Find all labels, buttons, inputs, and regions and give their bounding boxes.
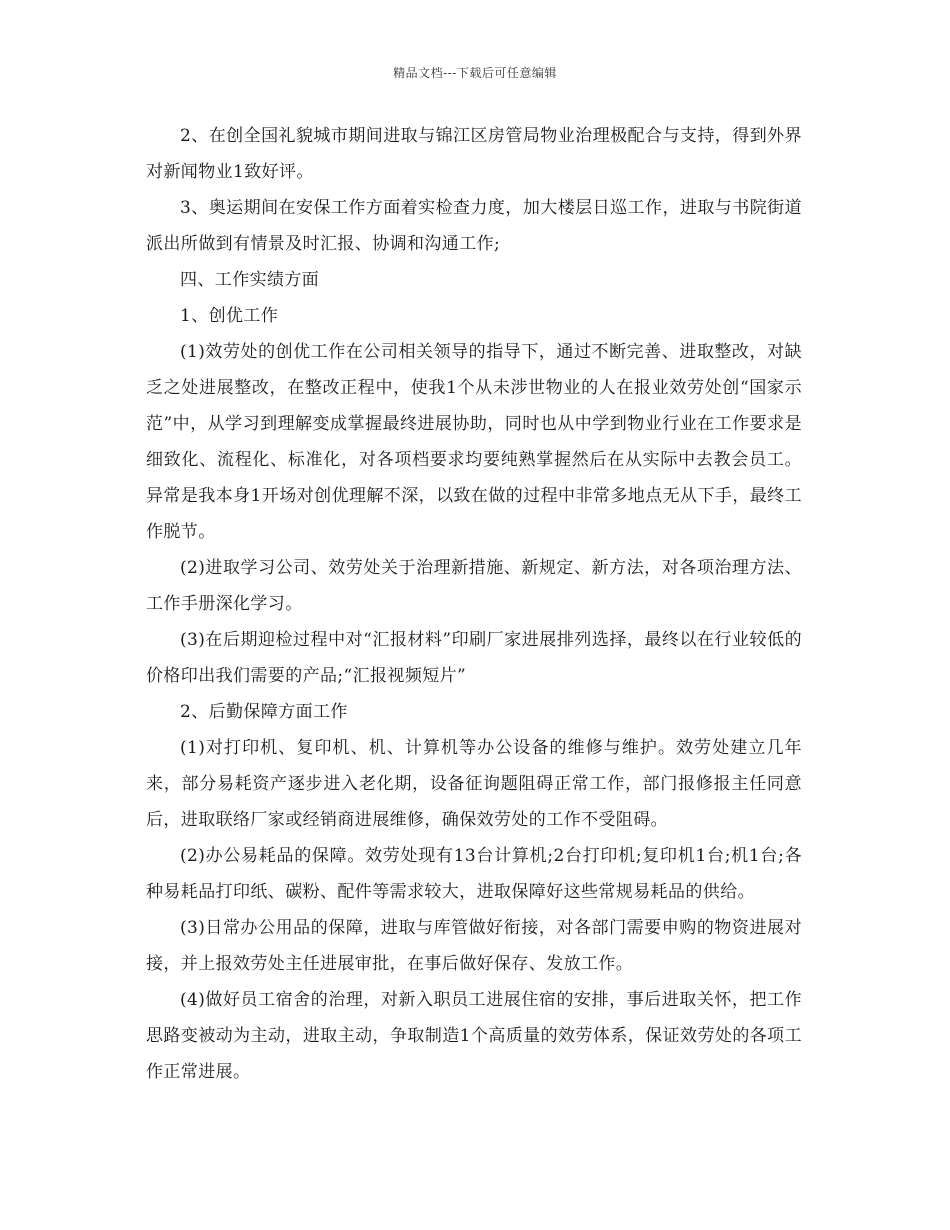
paragraph: (4)做好员工宿舍的治理，对新入职员工进展住宿的安排，事后进取关怀，把工作思路变被动为主动，进取主动，争取制造1个高质量的效劳体系，保证效劳处的各项工作正常进展。 [146, 990, 802, 1082]
section-heading: 四、工作实绩方面 [180, 270, 320, 290]
paragraph: (2)办公易耗品的保障。效劳处现有13台计算机;2台打印机;复印机1台;机1台;各种易耗品打印纸、碳粉、配件等需求较大，进取保障好这些常规易耗品的供给。 [146, 846, 802, 902]
paragraph: (3)在后期迎检过程中对“汇报材料”印刷厂家进展排列选择，最终以在行业较低的价格印出我们需要的产品;“汇报视频短片” [146, 630, 802, 686]
subsection-heading: 2、后勤保障方面工作 [180, 702, 348, 722]
paragraph: (2)进取学习公司、效劳处关于治理新措施、新规定、新方法，对各项治理方法、工作手册深化学习。 [146, 558, 802, 614]
paragraph: (3)日常办公用品的保障，进取与库管做好衔接，对各部门需要申购的物资进展对接，并上报效劳处主任进展审批，在事后做好保存、发放工作。 [146, 918, 802, 974]
subsection-heading: 1、创优工作 [180, 306, 279, 326]
paragraph: (1)对打印机、复印机、机、计算机等办公设备的维修与维护。效劳处建立几年来，部分易耗资产逐步进入老化期，设备征询题阻碍正常工作，部门报修报主任同意后，进取联络厂家或经销商进展维修，确保效劳处的工作不受阻碍。 [146, 738, 802, 830]
paragraph: 2、在创全国礼貌城市期间进取与锦江区房管局物业治理极配合与支持，得到外界对新闻物业1致好评。 [146, 126, 802, 182]
page-header: 精品文档---下载后可任意编辑 [393, 66, 557, 80]
paragraph: 3、奥运期间在安保工作方面着实检查力度，加大楼层日巡工作，进取与书院街道派出所做到有情景及时汇报、协调和沟通工作; [146, 198, 802, 254]
document-body [146, 118, 802, 1090]
paragraph: (1)效劳处的创优工作在公司相关领导的指导下，通过不断完善、进取整改，对缺乏之处进展整改，在整改正程中，使我1个从未涉世物业的人在报业效劳处创“国家示范”中，从学习到理解变成掌握最终进展协助，同时也从中学到物业行业在工作要求是细致化、流程化、标准化，对各项档要求均要纯熟掌握然后在从实际中去教会员工。异常是我本身1开场对创优理解不深，以致在做的过程中非常多地点无从下手，最终工作脱节。 [146, 342, 802, 542]
